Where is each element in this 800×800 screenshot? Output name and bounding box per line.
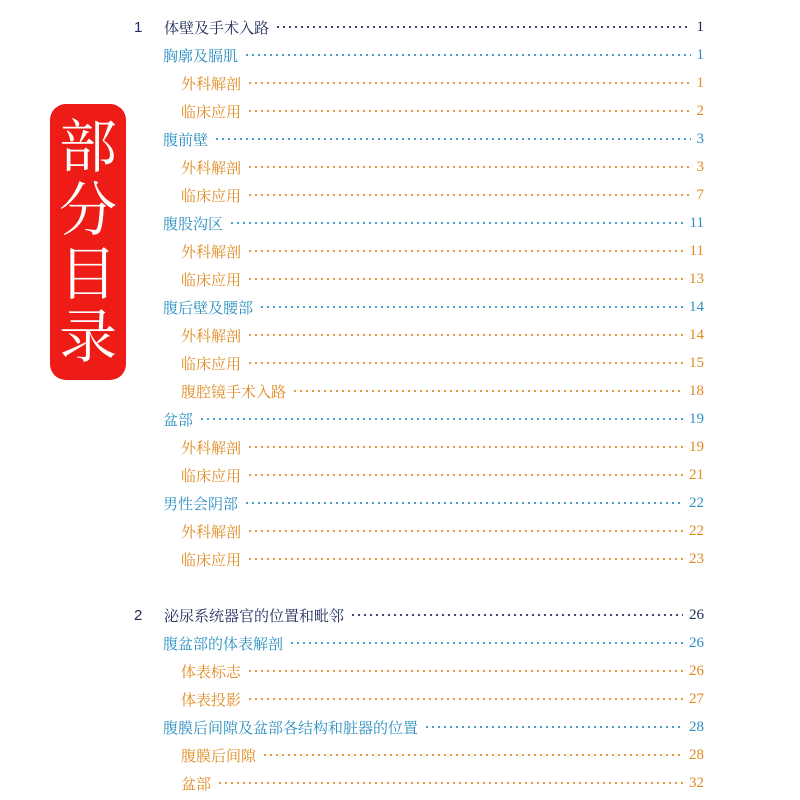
toc-subsection-row[interactable] (181, 658, 704, 684)
page-number: 22 (689, 522, 704, 539)
toc-entry-title: 体表标志 (181, 662, 242, 681)
toc-entry-title: 腹股沟区 (163, 214, 224, 233)
toc-section-row[interactable] (163, 630, 704, 656)
toc-subsection-row[interactable] (181, 350, 704, 376)
toc-subsection-row[interactable] (181, 378, 704, 404)
toc-entry-title: 盆部 (163, 410, 194, 429)
page-number: 1 (696, 74, 704, 91)
toc-subsection-row[interactable] (181, 434, 704, 460)
dot-leader (217, 782, 683, 784)
dot-leader (262, 754, 683, 756)
toc-section-row[interactable] (163, 294, 704, 320)
toc-entry-title: 临床应用 (181, 102, 242, 121)
page-number: 14 (689, 326, 704, 343)
page-number: 21 (689, 466, 704, 483)
page-number: 26 (689, 662, 704, 679)
toc-subsection-row[interactable] (181, 546, 704, 572)
toc-subsection-row[interactable] (181, 182, 704, 208)
dot-leader (247, 698, 683, 700)
toc-entry-title: 腹前壁 (163, 130, 209, 149)
toc-subsection-row[interactable] (181, 686, 704, 712)
page-number: 18 (689, 382, 704, 399)
toc-entry-title: 泌尿系统器官的位置和毗邻 (164, 606, 345, 625)
toc-subsection-row[interactable] (181, 322, 704, 348)
toc-chapter-row[interactable] (134, 602, 704, 628)
toc-section-row[interactable] (163, 126, 704, 152)
dot-leader (247, 558, 683, 560)
toc-subsection-row[interactable] (181, 154, 704, 180)
dot-leader (247, 530, 683, 532)
page-number: 3 (696, 130, 704, 147)
toc-entry-title: 腹盆部的体表解剖 (163, 634, 284, 653)
toc-entry-title: 外科解剖 (181, 522, 242, 541)
toc-section-row[interactable] (163, 406, 704, 432)
toc-section-row[interactable] (163, 210, 704, 236)
badge-char: 部 (58, 112, 117, 181)
toc-entry-title: 腹腔镜手术入路 (181, 382, 287, 401)
toc-subsection-row[interactable] (181, 238, 704, 264)
toc-chapter-row[interactable] (134, 14, 704, 40)
toc-subsection-row[interactable] (181, 98, 704, 124)
page-number: 15 (689, 354, 704, 371)
dot-leader (247, 278, 683, 280)
toc-subsection-row[interactable] (181, 770, 704, 796)
page-number: 19 (689, 438, 704, 455)
page-number: 28 (689, 718, 704, 735)
dot-leader (247, 194, 690, 196)
dot-leader (424, 726, 683, 728)
page-number: 13 (689, 270, 704, 287)
dot-leader (247, 250, 684, 252)
chapter-number: 1 (134, 18, 143, 36)
toc-entry-title: 体表投影 (181, 690, 242, 709)
page-number: 26 (689, 634, 704, 651)
page-number: 7 (696, 186, 704, 203)
toc-entry-title: 男性会阴部 (163, 494, 239, 513)
toc-subsection-row[interactable] (181, 742, 704, 768)
dot-leader (247, 474, 683, 476)
toc-subsection-row[interactable] (181, 266, 704, 292)
toc-entry-title: 腹后壁及腰部 (163, 298, 254, 317)
toc-entry-title: 临床应用 (181, 270, 242, 289)
chapter-number: 2 (134, 606, 143, 624)
page-number: 22 (689, 494, 704, 511)
page-number: 3 (696, 158, 704, 175)
toc-entry-title: 体壁及手术入路 (164, 18, 270, 37)
page-number: 11 (689, 242, 704, 259)
page-number: 27 (689, 690, 704, 707)
dot-leader (247, 82, 690, 84)
toc-entry-title: 腹膜后间隙 (181, 746, 257, 765)
page-number: 14 (689, 298, 704, 315)
badge-char: 录 (58, 303, 117, 372)
toc-entry-title: 临床应用 (181, 354, 242, 373)
toc-entry-title: 外科解剖 (181, 158, 242, 177)
toc-section-row[interactable] (163, 490, 704, 516)
toc-entry-title: 盆部 (181, 774, 212, 793)
toc-entry-title: 临床应用 (181, 186, 242, 205)
toc-section-row[interactable] (163, 42, 704, 68)
toc-subsection-row[interactable] (181, 70, 704, 96)
dot-leader (275, 26, 690, 28)
dot-leader (350, 614, 683, 616)
dot-leader (247, 446, 683, 448)
dot-leader (292, 390, 683, 392)
page-number: 26 (689, 606, 704, 623)
toc-entry-title: 外科解剖 (181, 242, 242, 261)
toc-entry-title: 腹膜后间隙及盆部各结构和脏器的位置 (163, 718, 419, 737)
toc-entry-title: 胸廓及膈肌 (163, 46, 239, 65)
toc-subsection-row[interactable] (181, 462, 704, 488)
dot-leader (199, 418, 683, 420)
dot-leader (259, 306, 683, 308)
toc-section-row[interactable] (163, 714, 704, 740)
page-number: 11 (689, 214, 704, 231)
page-number: 1 (696, 18, 704, 35)
dot-leader (247, 334, 683, 336)
toc-entry-title: 外科解剖 (181, 326, 242, 345)
toc-entry-title: 外科解剖 (181, 438, 242, 457)
page-number: 19 (689, 410, 704, 427)
toc-entry-title: 临床应用 (181, 466, 242, 485)
dot-leader (244, 54, 690, 56)
dot-leader (244, 502, 683, 504)
dot-leader (247, 110, 690, 112)
page-number: 23 (689, 550, 704, 567)
dot-leader (214, 138, 690, 140)
dot-leader (247, 670, 683, 672)
toc-subsection-row[interactable] (181, 518, 704, 544)
badge-char: 分 (58, 176, 117, 245)
dot-leader (247, 362, 683, 364)
toc-entry-title: 临床应用 (181, 550, 242, 569)
dot-leader (289, 642, 683, 644)
dot-leader (247, 166, 690, 168)
badge-char: 目 (58, 239, 117, 308)
page-number: 1 (696, 46, 704, 63)
page-number: 28 (689, 746, 704, 763)
toc-entry-title: 外科解剖 (181, 74, 242, 93)
page-number: 2 (696, 102, 704, 119)
page-number: 32 (689, 774, 704, 791)
dot-leader (229, 222, 684, 224)
